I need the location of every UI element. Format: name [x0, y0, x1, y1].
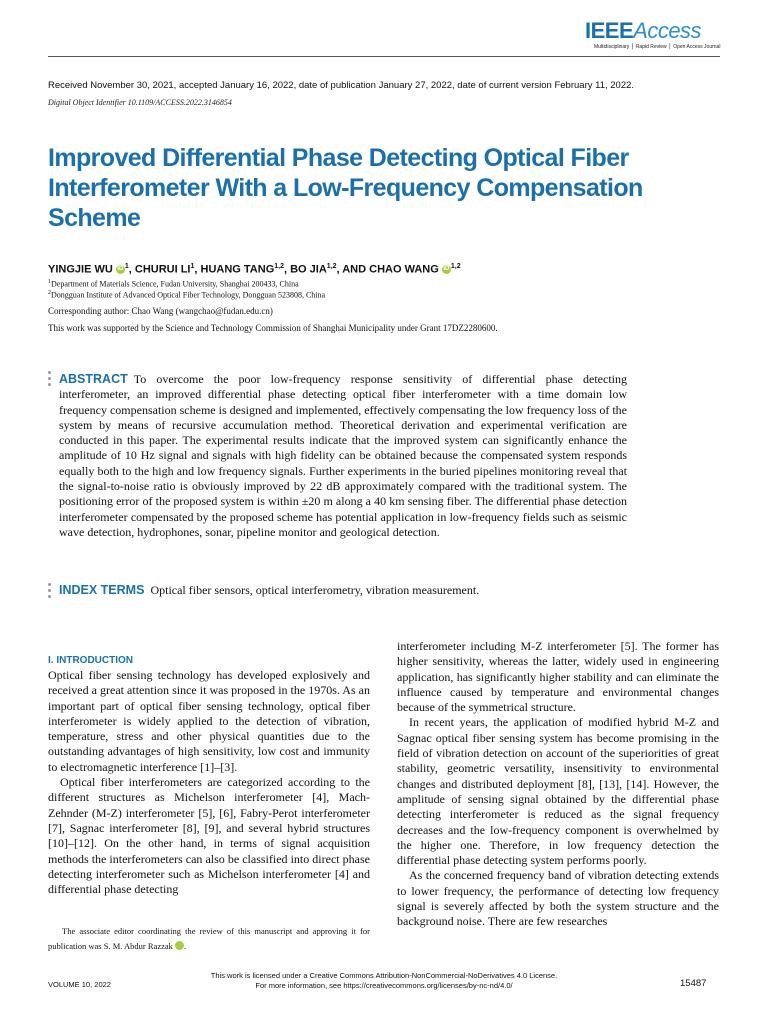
license-notice [150, 971, 618, 991]
funding-statement: This work was supported by the Science and Technology Commission of Shanghai Municipality under Grant 17DZ2280600. [48, 323, 498, 333]
volume-label: VOLUME 10, 2022 [48, 980, 111, 989]
index-terms-dots-icon [48, 583, 51, 601]
affiliation-1 [48, 279, 299, 289]
abstract-label: ABSTRACT [59, 372, 128, 386]
author-name: , HUANG TANG [194, 263, 275, 276]
received-dates: Received November 30, 2021, accepted January 16, 2022, date of publication January 27, 2022, date of current version February 11, 2022. [48, 80, 635, 91]
author-affil-sup: 1,2 [450, 263, 461, 270]
affiliation-text: Dongguan Institute of Advanced Optical Fiber Technology, Dongguan 523808, China [51, 290, 326, 300]
corresponding-author: Corresponding author: Chao Wang (wangchao@fudan.edu.cn) [48, 306, 273, 316]
doi-line: Digital Object Identifier 10.1109/ACCESS.2022.3146854 [48, 98, 232, 107]
abstract-dots-icon [48, 371, 51, 389]
abstract-block [59, 372, 627, 540]
author-name: YINGJIE WU [48, 263, 113, 276]
affiliation-2 [48, 290, 325, 300]
body-paragraph: interferometer including M-Z interferometer [5]. The former has higher sensitivity, whereas the latter, widely used in engineering application, has significantly higher stability and can eliminate the influence caused by temperature and environmental changes because of the symmetrical structure. [397, 639, 719, 715]
logo-access-text: Access [633, 18, 702, 43]
body-paragraph: Optical fiber sensing technology has developed explosively and received a great attention since it was proposed in the 1970s. As an important part of optical fiber sensing technology, optical fiber interferometer is widely applied to the detection of vibration, temperature, stress and other physical quantities due to the outstanding advantages of high sensitivity, low cost and immunity to electromagnetic interference [1]–[3]. [48, 668, 370, 774]
affiliation-number: 2 [48, 290, 51, 296]
author-affil-sup: 1 [124, 263, 129, 270]
header-rule [48, 56, 720, 57]
page-number: 15487 [680, 978, 707, 989]
logo-ieee-text: IEEE [585, 18, 634, 43]
author-affil-sup: 1 [190, 263, 195, 270]
author-affil-sup: 1,2 [274, 263, 284, 270]
orcid-icon[interactable]: iD [117, 265, 124, 272]
license-link[interactable]: For more information, see https://creativecommons.org/licenses/by-nc-nd/4.0/ [255, 981, 513, 990]
author-affil-sup: 1,2 [326, 263, 337, 270]
index-terms-label: INDEX TERMS [59, 583, 145, 597]
body-paragraph: As the concerned frequency band of vibration detecting extends to lower frequency, the performance of detecting low frequency signal is severely affected by both the system structure and the background noise. There are few researches [397, 868, 719, 929]
affiliation-text: Department of Materials Science, Fudan University, Shanghai 200433, China [51, 279, 299, 289]
logo-tagline: Multidisciplinary ⎪ Rapid Review ⎪ Open Access Journal [594, 44, 721, 50]
footnote-text: The associate editor coordinating the review of this manuscript and approving it for publication was S. M. Abdur Razzak [48, 926, 370, 951]
journal-logo [585, 18, 701, 44]
author-name: , AND CHAO WANG [336, 263, 439, 276]
editor-footnote [48, 924, 370, 954]
abstract-text: To overcome the poor low-frequency response sensitivity of differential phase detecting interferometer, an improved differential phase detecting optical fiber interferometer with a time domain low frequency compensation scheme is designed and implemented, effectively compensating the low frequency loss of the system by means of recursive accumulation method. Theoretical derivation and experimental verification are conducted in this paper. The experimental results indicate that the improved system can significantly enhance the amplitude of 10 Hz signal and signals with high fidelity can be obtained because the compensated system responds equally both to the high and low frequency signals. Further experiments in the buried pipelines monitoring reveal that the signal-to-noise ratio is obviously improved by 22 dB approximately compared with the traditional system. The positioning error of the proposed system is within ±20 m along a 40 km sensing fiber. The differential phase detection interferometer compensated by the proposed scheme has potential application in low-frequency fields such as seismic wave detection, hydrophones, sonar, pipeline monitor and geological detection. [59, 372, 627, 539]
author-name: , BO JIA [284, 263, 327, 276]
author-name: , CHURUI LI [128, 263, 191, 276]
paper-title: Improved Differential Phase Detecting Optical Fiber Interferometer With a Low-Frequency Compensation Scheme [48, 144, 643, 232]
body-column-left [48, 654, 370, 897]
orcid-icon[interactable]: iD [175, 941, 184, 950]
body-paragraph: Optical fiber interferometers are categorized according to the different structures as Michelson interferometer [4], Mach-Zehnder (M-Z) interferometer [5], [6], Fabry-Perot interferometer [7], Sagnac interferometer [8], [9], and several hybrid structures [10]–[12]. On the other hand, in terms of signal acquisition methods the interferometers can also be classified into direct phase detecting interferometer such as Michelson interferometer [4] and differential phase detecting [48, 775, 370, 897]
author-list [48, 263, 461, 276]
index-terms-text: Optical fiber sensors, optical interferometry, vibration measurement. [150, 583, 480, 597]
body-paragraph: In recent years, the application of modified hybrid M-Z and Sagnac optical fiber sensing system has become promising in the field of vibration detection on account of the superiorities of great stability, geometric versatility, insensitivity to environmental changes and distributed deployment [8], [13], [14]. However, the amplitude of sensing signal obtained by the differential phase detecting interferometer is reduced as the signal frequency decreases and the low-frequency component is overwhelmed by the higher one. Therefore, in low frequency detection the differential phase detecting system performs poorly. [397, 715, 719, 868]
footnote-end: . [184, 941, 187, 951]
index-terms-block [59, 583, 639, 598]
affiliation-number: 1 [48, 279, 51, 285]
section-heading: I. INTRODUCTION [48, 655, 133, 666]
license-line: This work is licensed under a Creative Commons Attribution-NonCommercial-NoDerivatives 4.0 License. [210, 971, 558, 980]
body-column-right [397, 639, 719, 930]
orcid-icon[interactable]: iD [443, 265, 450, 272]
